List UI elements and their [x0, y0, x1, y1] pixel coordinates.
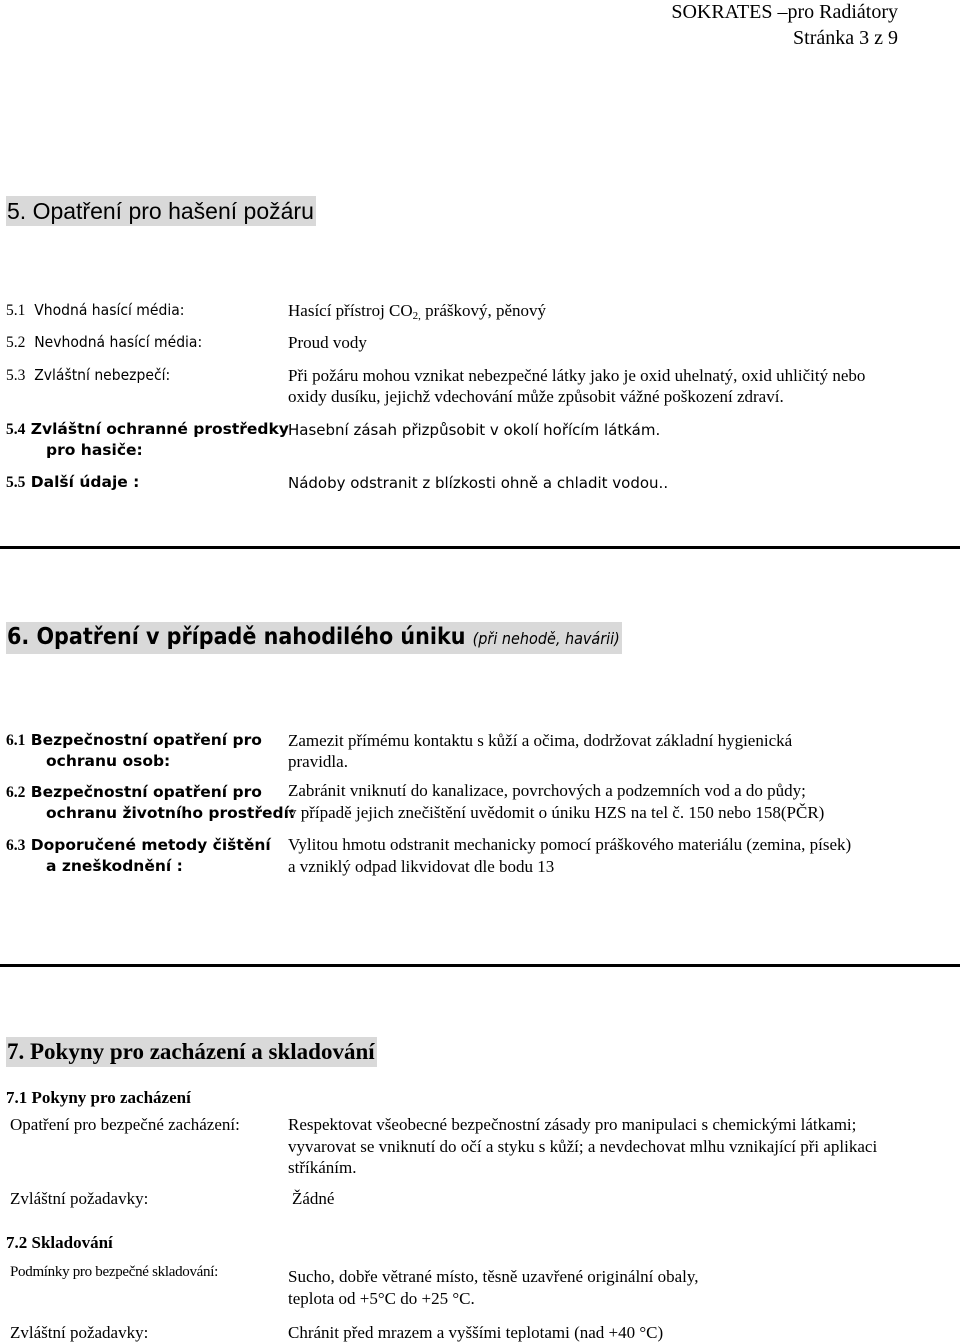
item-number: 5.1 [6, 302, 26, 319]
item-5-3-label [6, 365, 170, 386]
item-6-3-value-line2: a vzniklý odpad likvidovat dle bodu 13 [288, 857, 555, 876]
title-note: (při nehodě, havárii) [472, 629, 620, 648]
subsection-7-1-heading [6, 1087, 191, 1108]
label-text: Doporučené metody čištění [30, 836, 271, 854]
page-number: Stránka 3 z 9 [793, 27, 898, 49]
item-5-3-value-line1: Při požáru mohou vznikat nebezpečné látky jako je oxid uhelnatý, oxid uhličitý nebo [288, 366, 866, 385]
item-number: 6.1 [6, 732, 26, 749]
item-6-3-label-line2: a zneškodnění : [46, 857, 183, 875]
item-6-2-label [6, 782, 262, 803]
item-5-2-value: Proud vody [288, 333, 367, 352]
item-5-2-label [6, 332, 202, 353]
safe-handling-value-line1: Respektovat všeobecné bezpečnostní zásady pro manipulaci s chemickými látkami; [288, 1115, 857, 1134]
title-text: 6. Opatření v případě nahodilého úniku [7, 624, 466, 650]
section-6-title [6, 622, 622, 654]
item-5-4-value: Hasební zásah přizpůsobit v okolí hořícím látkám. [288, 421, 661, 439]
value-text: Hasící přístroj CO [288, 301, 413, 320]
label-text: Zvláštní nebezpečí: [34, 366, 171, 384]
item-6-1-label-line2: ochranu osob: [46, 752, 171, 770]
item-6-2-label-line2: ochranu životního prostředí: [46, 804, 296, 822]
storage-conditions-value-line1: Sucho, dobře větrané místo, těsně uzavřené originální obaly, [288, 1267, 699, 1286]
item-5-3-value-line2: oxidy dusíku, jejichž vdechování může způsobit vážné poškození zdraví. [288, 387, 784, 406]
safe-handling-value-line2: vyvarovat se vniknutí do očí a styku s kůží; a nevdechovat mlhu vznikající při aplikaci [288, 1137, 878, 1156]
handling-special-value: Žádné [292, 1189, 335, 1208]
item-5-1-label [6, 300, 184, 321]
safe-handling-value-line3: stříkáním. [288, 1158, 357, 1177]
item-6-3-label [6, 835, 271, 856]
item-number: 6.3 [6, 837, 26, 854]
storage-special-label: Zvláštní požadavky: [10, 1323, 149, 1342]
item-number: 7.1 [6, 1088, 28, 1107]
section-5-title: 5. Opatření pro hašení požáru [7, 198, 314, 224]
document-title: SOKRATES –pro Radiátory [671, 1, 898, 23]
item-number: 5.5 [6, 474, 26, 491]
heading-text: Skladování [31, 1233, 113, 1252]
item-5-5-value: Nádoby odstranit z blízkosti ohně a chladit vodou.. [288, 474, 669, 492]
section-divider [0, 964, 960, 967]
item-number: 5.2 [6, 334, 26, 351]
storage-conditions-label: Podmínky pro bezpečné skladování: [10, 1264, 218, 1280]
safe-handling-label: Opatření pro bezpečné zacházení: [10, 1115, 240, 1134]
item-5-4-label-line2: pro hasiče: [46, 441, 143, 459]
item-5-5-label [6, 472, 139, 493]
heading-text: Pokyny pro zacházení [31, 1088, 191, 1107]
label-text: Zvláštní ochranné prostředky [30, 420, 289, 438]
handling-special-label: Zvláštní požadavky: [10, 1189, 149, 1208]
section-7-title: 7. Pokyny pro zacházení a skladování [6, 1037, 377, 1067]
label-text: Vhodná hasící média: [34, 301, 185, 319]
storage-special-value: Chránit před mrazem a vyššími teplotami (nad +40 °C) [288, 1323, 664, 1342]
item-6-1-value-line1: Zamezit přímému kontaktu s kůží a očima, dodržovat základní hygienická [288, 731, 793, 750]
storage-conditions-value-line2: teplota od +5°C do +25 °C. [288, 1289, 475, 1308]
item-5-4-label [6, 419, 289, 440]
item-number: 5.3 [6, 367, 26, 384]
label-text: Další údaje : [30, 473, 140, 491]
label-text: Nevhodná hasící média: [34, 333, 203, 351]
label-text: Bezpečnostní opatření pro [30, 731, 262, 749]
item-number: 5.4 [6, 421, 26, 438]
item-6-1-label [6, 730, 262, 751]
subscript: 2, [412, 310, 421, 322]
item-6-1-value-line2: pravidla. [288, 752, 348, 771]
section-divider [0, 546, 960, 549]
item-6-2-value-line2: v případě jejich znečištění uvědomit o úniku HZS na tel č. 150 nebo 158(PČR) [288, 803, 825, 822]
value-text: práškový, pěnový [420, 301, 547, 320]
item-5-1-value [288, 300, 546, 322]
item-number: 6.2 [6, 784, 26, 801]
item-6-2-value-line1: Zabránit vniknutí do kanalizace, povrchových a podzemních vod a do půdy; [288, 781, 806, 800]
label-text: Bezpečnostní opatření pro [30, 783, 262, 801]
subsection-7-2-heading [6, 1232, 113, 1253]
item-6-3-value-line1: Vylitou hmotu odstranit mechanicky pomocí práškového materiálu (zemina, písek) [288, 835, 852, 854]
item-number: 7.2 [6, 1233, 28, 1252]
